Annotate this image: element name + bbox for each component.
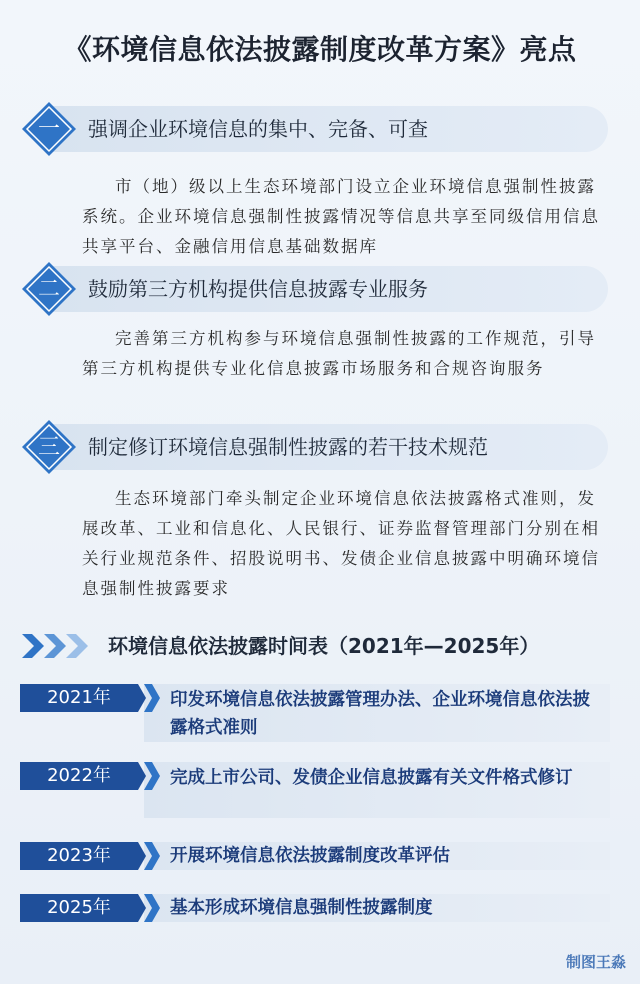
- section-1-body: 市（地）级以上生态环境部门设立企业环境信息强制性披露系统。企业环境信息强制性披露情况等信息共享至同级信用信息共享平台、金融信用信息基础数据库: [82, 177, 600, 256]
- timeline-header: [0, 628, 640, 664]
- section-1-heading: 强调企业环境信息的集中、完备、可查: [88, 117, 428, 141]
- numeral-diamond-icon: [20, 418, 78, 476]
- timeline-row: [20, 894, 610, 922]
- section-2-bar: [48, 266, 608, 312]
- section-1-bar: [48, 106, 608, 152]
- section-2-body: 完善第三方机构参与环境信息强制性披露的工作规范，引导第三方机构提供专业化信息披露市场服务和合规咨询服务: [82, 329, 596, 378]
- timeline-row: [20, 684, 610, 742]
- section-2-heading: 鼓励第三方机构提供信息披露专业服务: [88, 277, 428, 301]
- timeline-year: 2021年: [47, 687, 111, 708]
- timeline-title: 环境信息依法披露时间表（2021年—2025年）: [108, 634, 540, 658]
- timeline-text: 完成上市公司、发债企业信息披露有关文件格式修订: [170, 768, 573, 788]
- section-3-body: 生态环境部门牵头制定企业环境信息依法披露格式准则，发展改革、工业和信息化、人民银行、证券监督管理部门分别在相关行业规范条件、招股说明书、发债企业信息披露中明确环境信息强制性披露要求: [82, 489, 600, 598]
- timeline-row: [20, 762, 610, 818]
- section-2-numeral: 二: [37, 277, 61, 302]
- section-3-numeral: 三: [37, 435, 61, 460]
- triple-chevron-icon: [22, 632, 92, 664]
- page-title: 《环境信息依法披露制度改革方案》亮点: [63, 33, 577, 66]
- timeline-text: 开展环境信息依法披露制度改革评估: [170, 846, 450, 866]
- credit-text: 制图王淼: [565, 953, 626, 971]
- section-3-bar: [48, 424, 608, 470]
- timeline-year: 2025年: [47, 897, 111, 918]
- timeline-text: 基本形成环境信息强制性披露制度: [170, 898, 433, 918]
- numeral-diamond-icon: [20, 100, 78, 158]
- timeline-row: [20, 842, 610, 870]
- section-1-numeral: 一: [37, 117, 61, 142]
- section-3-heading: 制定修订环境信息强制性披露的若干技术规范: [88, 435, 488, 459]
- timeline-text: 印发环境信息依法披露管理办法、企业环境信息依法披露格式准则: [170, 690, 590, 738]
- timeline-year: 2022年: [47, 765, 111, 786]
- numeral-diamond-icon: [20, 260, 78, 318]
- timeline-year: 2023年: [47, 845, 111, 866]
